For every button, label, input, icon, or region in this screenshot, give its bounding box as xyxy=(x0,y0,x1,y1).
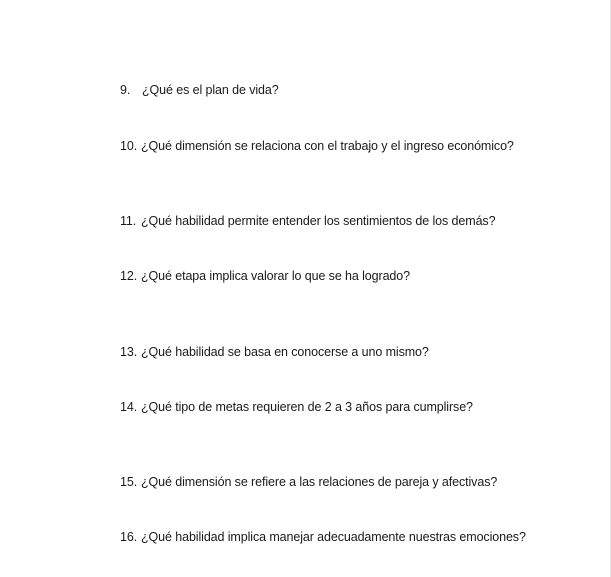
question-number: 10. xyxy=(120,139,138,153)
question-text: ¿Qué etapa implica valorar lo que se ha logrado? xyxy=(141,269,410,283)
question-number: 16. xyxy=(120,530,138,544)
question-text: ¿Qué habilidad implica manejar adecuadamente nuestras emociones? xyxy=(141,530,526,544)
question-14 xyxy=(120,399,473,415)
question-12 xyxy=(120,268,410,284)
question-16 xyxy=(120,529,526,545)
question-text: ¿Qué habilidad se basa en conocerse a uno mismo? xyxy=(141,345,429,359)
question-text: ¿Qué dimensión se relaciona con el trabajo y el ingreso económico? xyxy=(141,139,514,153)
question-11 xyxy=(120,213,495,229)
question-number: 9. xyxy=(120,83,131,97)
question-text: ¿Qué dimensión se refiere a las relaciones de pareja y afectivas? xyxy=(141,475,498,489)
question-number: 13. xyxy=(120,345,138,359)
question-13 xyxy=(120,344,429,360)
question-number: 11. xyxy=(120,214,137,228)
question-number: 14. xyxy=(120,400,138,414)
question-number: 12. xyxy=(120,269,138,283)
question-10 xyxy=(120,138,514,154)
question-number: 15. xyxy=(120,475,138,489)
question-text: ¿Qué es el plan de vida? xyxy=(142,83,279,97)
question-15 xyxy=(120,474,497,490)
question-9 xyxy=(120,82,279,98)
question-text: ¿Qué tipo de metas requieren de 2 a 3 años para cumplirse? xyxy=(141,400,473,414)
question-text: ¿Qué habilidad permite entender los sentimientos de los demás? xyxy=(141,214,496,228)
